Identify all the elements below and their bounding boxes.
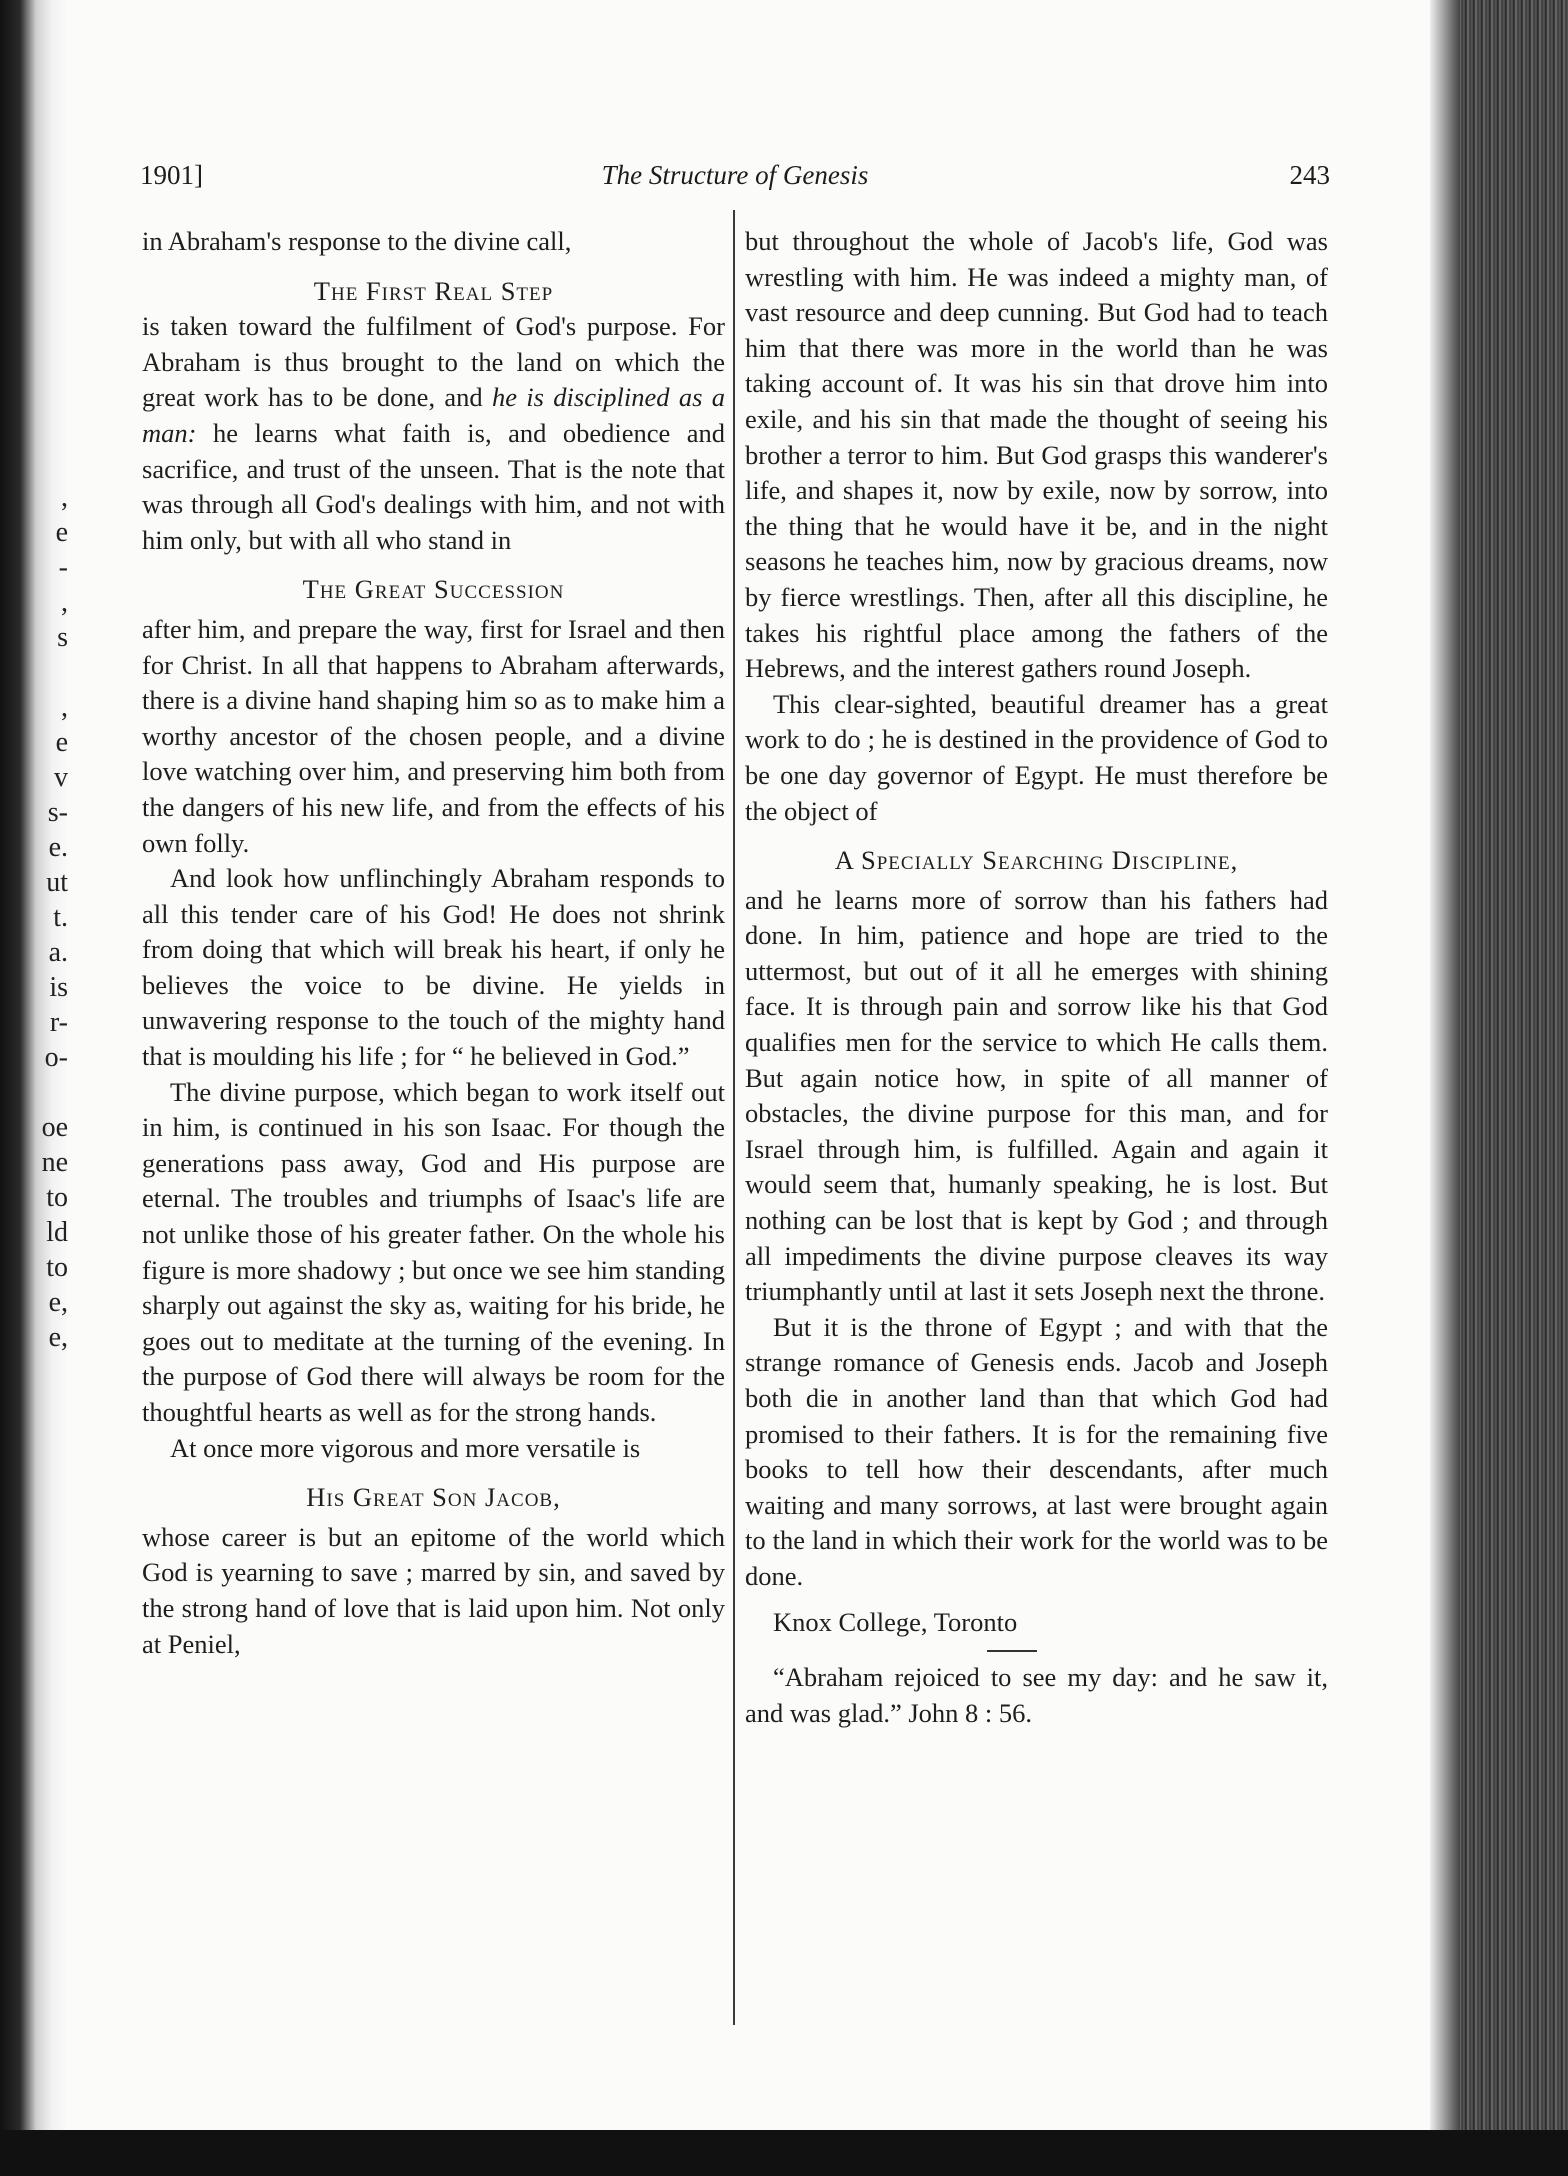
- section-heading-great-son-jacob: His Great Son Jacob,: [306, 1482, 561, 1513]
- paragraph: in Abraham's response to the divine call,: [142, 226, 572, 256]
- margin-letter: to: [46, 1182, 68, 1213]
- margin-letter: oe: [41, 1112, 68, 1143]
- margin-letter: e.: [48, 832, 68, 863]
- paragraph: whose career is but an epitome of the world which God is yearning to save ; marred by sin, and saved by the strong hand of love that is laid upon him. Not only at Peniel,: [142, 1521, 725, 1659]
- paragraph: At once more vigorous and more versatile is: [170, 1432, 641, 1463]
- paragraph: This clear-sighted, beautiful dreamer has a great work to do ; he is destined in the providence of God to be one day governor of Egypt. He must therefore be the object of: [745, 688, 1328, 826]
- margin-letter: e: [55, 727, 68, 758]
- section-heading-searching-discipline: A Specially Searching Discipline,: [834, 845, 1239, 876]
- paragraph-text: is taken toward the fulfilment of God's purpose. For Abraham is thus brought to the land on which the great work has to be done, and: [142, 311, 725, 413]
- italic-phrase: he is disciplined as a man:: [142, 382, 725, 448]
- margin-letter: a.: [48, 937, 68, 968]
- column-divider: [733, 210, 735, 2025]
- margin-letter: is: [49, 972, 68, 1003]
- margin-letter: [14, 655, 68, 690]
- margin-letter: o-: [44, 1042, 68, 1073]
- margin-letter: ld: [46, 1217, 68, 1248]
- margin-letter: e,: [48, 1287, 68, 1318]
- margin-letter: -: [58, 552, 68, 583]
- section-heading-great-succession: The Great Succession: [302, 574, 565, 605]
- margin-letter: ne: [41, 1147, 68, 1178]
- short-divider: [987, 1650, 1037, 1652]
- paragraph-text: he learns what faith is, and obedience and sacrifice, and trust of the unseen. That is the note that was through all God's dealings with him, and not with him only, but with all who stand in: [142, 417, 725, 555]
- margin-letter: ,: [61, 482, 68, 513]
- left-column: [142, 224, 725, 1662]
- right-column: [745, 224, 1328, 1731]
- margin-letter: r-: [49, 1007, 68, 1038]
- paragraph: But it is the throne of Egypt ; and with that the strange romance of Genesis ends. Jacob and Joseph both die in another land than that which God had promised to their fathers. It is for the remaining five books to tell how their descendants, after much waiting and many sorrows, at last were brought again to the land in which their work for the world was to be done.: [745, 1311, 1328, 1591]
- previous-page-margin-letters: [14, 480, 68, 1355]
- book-page-edges: [1430, 0, 1568, 2176]
- closing-quote: “Abraham rejoiced to see my day: and he saw it, and was glad.” John 8 : 56.: [745, 1662, 1328, 1728]
- paragraph: and he learns more of sorrow than his fathers had done. In him, patience and hope are tried to the uttermost, but out of it all he emerges with shining face. It is through pain and sorrow like his that God qualifies men for the service to which He calls them. But again notice how, in spite of all manner of obstacles, the divine purpose for this man, and for Israel through him, is fulfilled. Again and again it would seem that, humanly speaking, he is lost. But nothing can be lost that is kept by God ; and through all impediments the divine purpose cleaves its way triumphantly until at last it sets Joseph next the throne.: [745, 884, 1328, 1307]
- paragraph: [142, 309, 725, 558]
- header-title: The Structure of Genesis: [601, 160, 869, 190]
- paragraph: after him, and prepare the way, first for Israel and then for Christ. In all that happens to Abraham afterwards, there is a divine hand shaping him so as to make him a worthy ancestor of the chosen people, and a divine love watching over him, and preserving him both from the dangers of his new life, and from the effects of his own folly.: [142, 613, 725, 858]
- page-number: 243: [1289, 160, 1330, 190]
- paragraph: but throughout the whole of Jacob's life, God was wrestling with him. He was indeed a mighty man, of vast resource and deep cunning. But God had to teach him that there was more in the world than he was taking account of. It was his sin that drove him into exile, and his sin that made the thought of seeing his brother a terror to him. But God grasps this wanderer's life, and shapes it, now by exile, now by sorrow, into the thing that he would have it be, and in the night seasons he teaches him, now by gracious dreams, now by fierce wrestlings. Then, after all this discipline, he takes his rightful place among the fathers of the Hebrews, and the interest gathers round Joseph.: [745, 226, 1328, 684]
- margin-letter: t.: [53, 902, 68, 933]
- margin-letter: [14, 1075, 68, 1110]
- section-heading-first-real-step: The First Real Step: [313, 275, 554, 306]
- margin-letter: ,: [61, 587, 68, 618]
- margin-letter: s: [57, 622, 68, 653]
- margin-letter: e: [55, 517, 68, 548]
- bottom-shadow: [0, 2130, 1568, 2176]
- header-year: 1901]: [140, 160, 203, 190]
- paragraph: And look how unflinchingly Abraham responds to all this tender care of his God! He does not shrink from doing that which will break his heart, if only he believes the voice to be divine. He yields in unwavering response to the touch of the mighty hand that is moulding his life ; for “ he believed in God.”: [142, 863, 725, 1072]
- margin-letter: ,: [61, 692, 68, 723]
- running-header: [140, 160, 1330, 200]
- margin-letter: ut: [46, 867, 68, 898]
- signature-location: Knox College, Toronto: [773, 1606, 1018, 1637]
- margin-letter: s-: [47, 797, 68, 828]
- paragraph: The divine purpose, which began to work itself out in him, is continued in his son Isaac. For though the generations pass away, God and His purpose are eternal. The troubles and triumphs of Isaac's life are not unlike those of his greater father. On the whole his figure is more shadowy ; but once we see him standing sharply out against the sky as, waiting for his bride, he goes out to meditate at the turning of the evening. In the purpose of God there will always be room for the thoughtful hearts as well as for the strong hands.: [142, 1076, 725, 1427]
- margin-letter: v: [54, 762, 68, 793]
- margin-letter: e,: [48, 1322, 68, 1353]
- margin-letter: to: [46, 1252, 68, 1283]
